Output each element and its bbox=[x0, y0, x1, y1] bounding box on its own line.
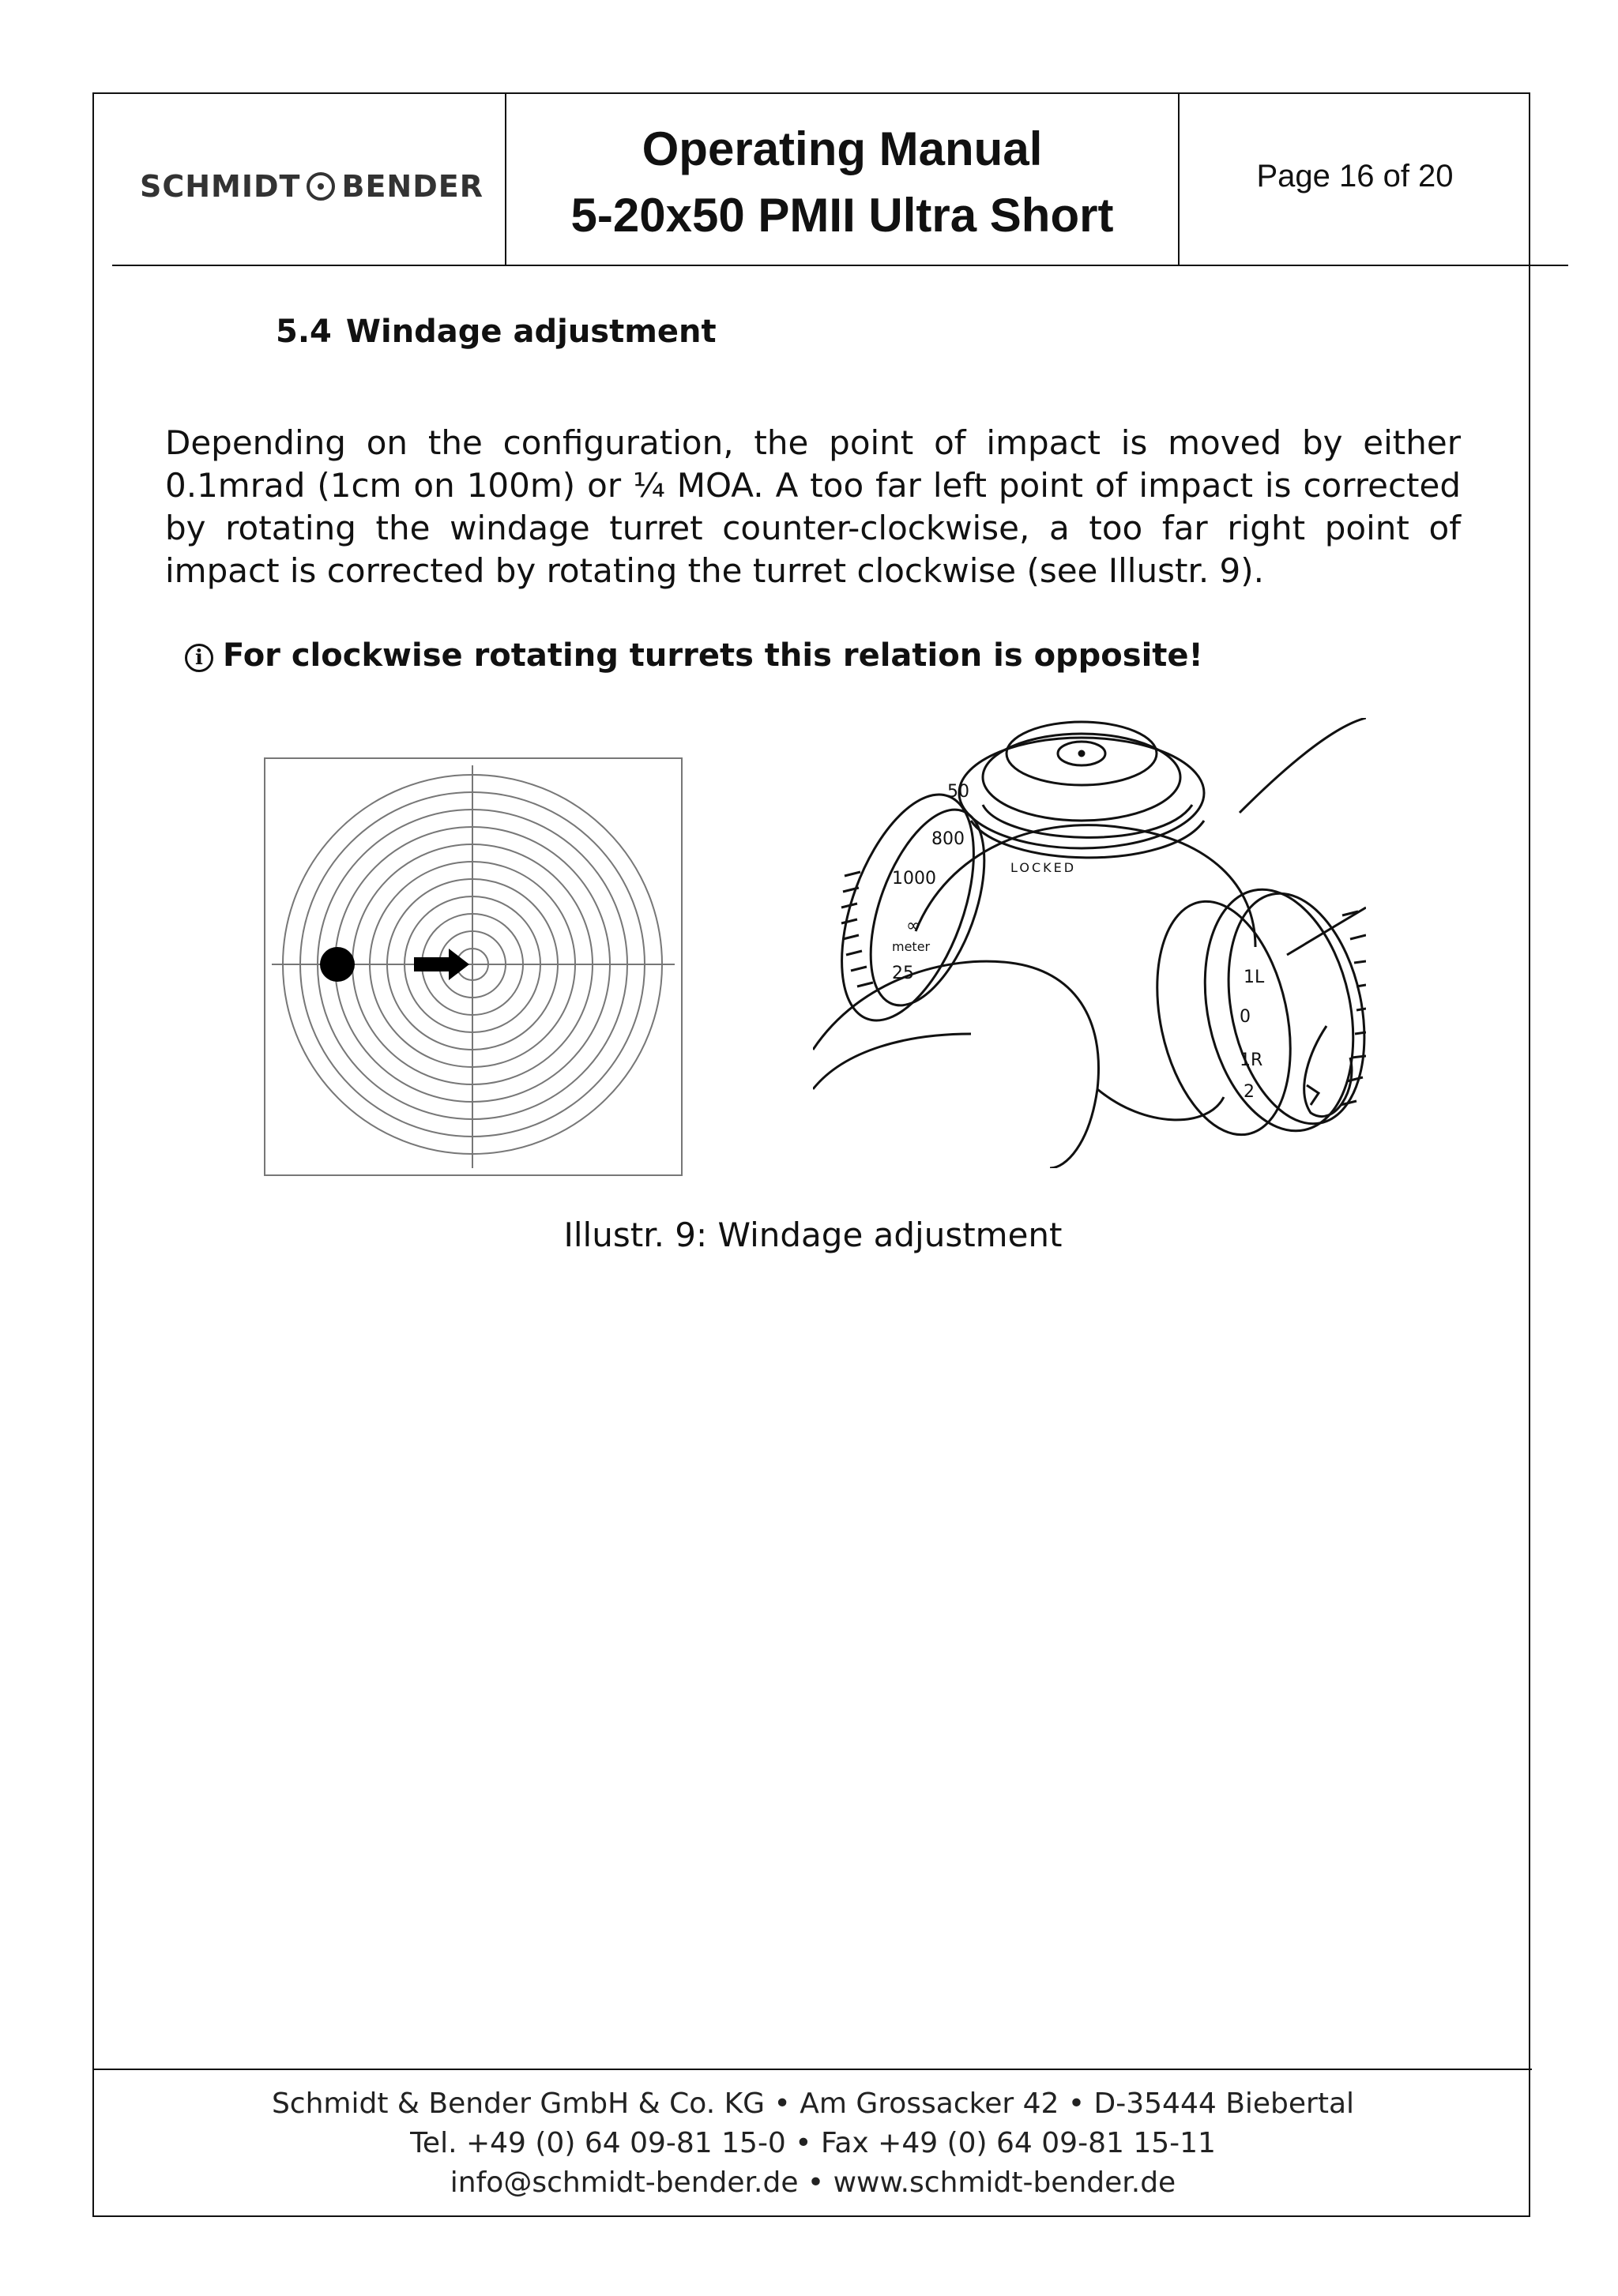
footer-address: Schmidt & Bender GmbH & Co. KG • Am Grossacker 42 • D-35444 Biebertal bbox=[271, 2087, 1355, 2120]
section-title: Windage adjustment bbox=[345, 314, 717, 350]
figure-caption: Illustr. 9: Windage adjustment bbox=[563, 1216, 1063, 1254]
section-number: 5.4 bbox=[276, 314, 332, 350]
footer-rule bbox=[94, 2069, 1532, 2070]
header-rule bbox=[112, 265, 1568, 266]
page-number: Page 16 of 20 bbox=[1256, 159, 1454, 194]
windage-label-2: 2 bbox=[1244, 1082, 1255, 1102]
footer bbox=[94, 2084, 1532, 2203]
windage-label-1r: 1R bbox=[1240, 1050, 1263, 1070]
scale-label-1000: 1000 bbox=[892, 869, 936, 889]
body-paragraph: Depending on the configuration, the point of impact is moved by either 0.1mrad (1cm on 100m) or ¼ MOA. A too far left point of impact is corrected by rotating the windage turret counter-clockwise, a too far right point of impact is corrected by rotating the turret clockwise (see Illustr. 9). bbox=[165, 423, 1461, 590]
scale-label-meter: meter bbox=[892, 939, 931, 954]
target-diagram bbox=[264, 757, 683, 1176]
scale-label-50: 50 bbox=[947, 782, 969, 802]
windage-label-1l: 1L bbox=[1244, 968, 1265, 987]
note bbox=[185, 637, 1203, 674]
page-frame bbox=[92, 92, 1530, 2217]
logo-left-text: SCHMIDT bbox=[140, 169, 301, 204]
logo-right-text: BENDER bbox=[341, 169, 484, 204]
scale-label-25: 25 bbox=[892, 964, 914, 983]
footer-contact: info@schmidt-bender.de • www.schmidt-bender.de bbox=[450, 2166, 1176, 2199]
title-line-2: 5-20x50 PMII Ultra Short bbox=[570, 189, 1114, 242]
locked-label: LOCKED bbox=[1010, 860, 1077, 875]
logo-circle-icon bbox=[307, 172, 335, 201]
scale-label-800: 800 bbox=[931, 829, 965, 849]
scale-label-infinity: ∞ bbox=[906, 916, 921, 936]
impact-point bbox=[320, 947, 355, 982]
document-title bbox=[506, 116, 1178, 249]
turret-illustration bbox=[813, 718, 1366, 1168]
header bbox=[94, 94, 1532, 265]
info-icon: i bbox=[185, 644, 213, 672]
title-line-1: Operating Manual bbox=[642, 122, 1043, 175]
footer-phone: Tel. +49 (0) 64 09-81 15-0 • Fax +49 (0) 64 09-81 15-11 bbox=[410, 2127, 1216, 2159]
note-text: For clockwise rotating turrets this relation is opposite! bbox=[223, 637, 1203, 674]
windage-label-0: 0 bbox=[1240, 1007, 1251, 1027]
section-heading bbox=[276, 314, 717, 350]
brand-logo bbox=[140, 169, 484, 204]
